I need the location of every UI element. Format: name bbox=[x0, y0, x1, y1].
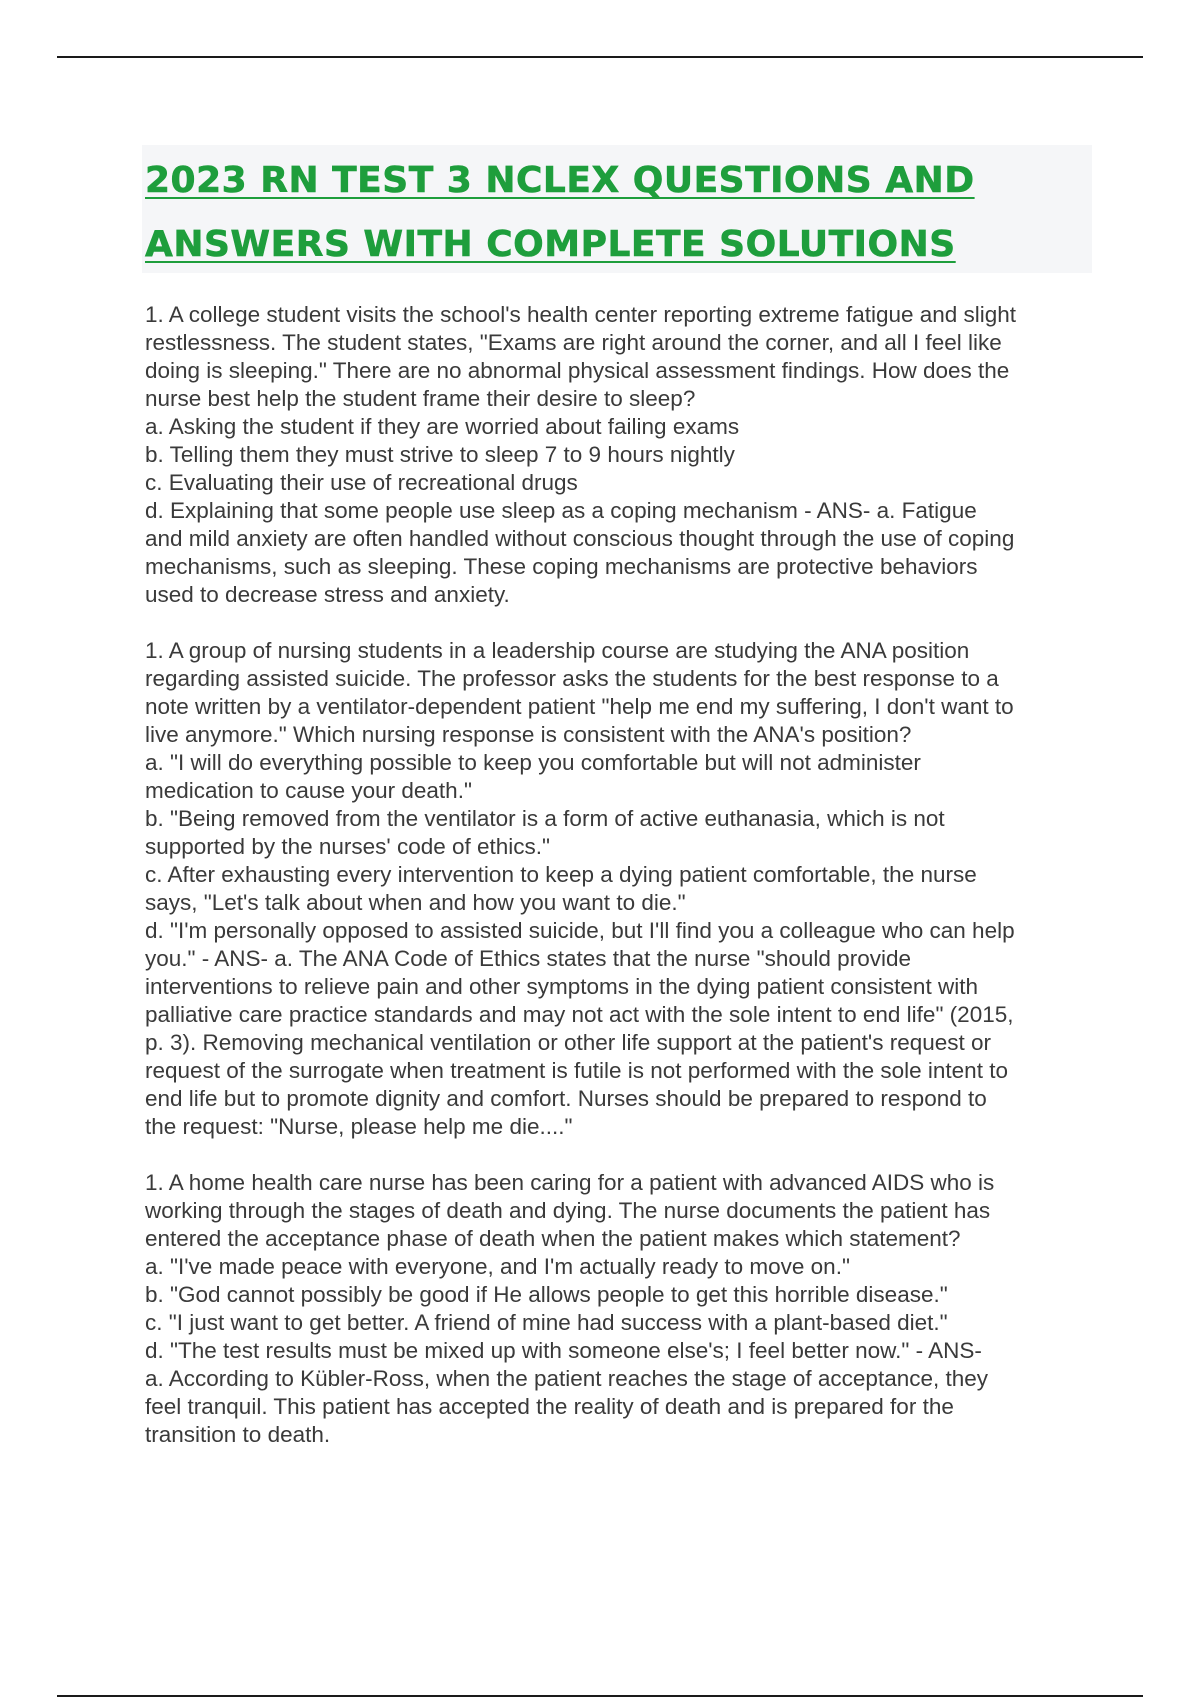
option-a: a. "I've made peace with everyone, and I'm actually ready to move on." bbox=[145, 1254, 850, 1279]
answer-rationale: you." - ANS- a. The ANA Code of Ethics states that the nurse "should provide bbox=[145, 946, 911, 971]
answer-rationale: the request: "Nurse, please help me die...." bbox=[145, 1114, 573, 1139]
answer-rationale: used to decrease stress and anxiety. bbox=[145, 582, 510, 607]
text-line: nurse best help the student frame their desire to sleep? bbox=[145, 386, 696, 411]
option-c: c. "I just want to get better. A friend of mine had success with a plant-based diet." bbox=[145, 1310, 948, 1335]
text-line: doing is sleeping." There are no abnormal physical assessment findings. How does the bbox=[145, 358, 1010, 383]
option-b: b. "God cannot possibly be good if He allows people to get this horrible disease." bbox=[145, 1282, 948, 1307]
option-c: says, "Let's talk about when and how you want to die." bbox=[145, 890, 686, 915]
text-line: regarding assisted suicide. The professor asks the students for the best response to a bbox=[145, 666, 999, 691]
option-a: a. "I will do everything possible to keep you comfortable but will not administer bbox=[145, 750, 921, 775]
text-line: restlessness. The student states, "Exams are right around the corner, and all I feel like bbox=[145, 330, 1002, 355]
answer-rationale: interventions to relieve pain and other symptoms in the dying patient consistent with bbox=[145, 974, 978, 999]
option-b: b. "Being removed from the ventilator is a form of active euthanasia, which is not bbox=[145, 806, 945, 831]
text-line: live anymore." Which nursing response is consistent with the ANA's position? bbox=[145, 722, 912, 747]
question-1 bbox=[145, 301, 1105, 609]
document-title-line-1: 2023 RN TEST 3 NCLEX QUESTIONS AND bbox=[145, 160, 975, 201]
question-3 bbox=[145, 1169, 1105, 1449]
option-c: c. Evaluating their use of recreational drugs bbox=[145, 470, 578, 495]
answer-rationale: feel tranquil. This patient has accepted the reality of death and is prepared for the bbox=[145, 1394, 954, 1419]
answer-rationale: transition to death. bbox=[145, 1422, 331, 1447]
option-d: d. "I'm personally opposed to assisted suicide, but I'll find you a colleague who can help bbox=[145, 918, 1015, 943]
option-a: medication to cause your death." bbox=[145, 778, 472, 803]
answer-rationale: mechanisms, such as sleeping. These coping mechanisms are protective behaviors bbox=[145, 554, 978, 579]
option-d: d. "The test results must be mixed up with someone else's; I feel better now." - ANS- bbox=[145, 1338, 982, 1363]
option-b: supported by the nurses' code of ethics." bbox=[145, 834, 551, 859]
answer-rationale: p. 3). Removing mechanical ventilation or other life support at the patient's request or bbox=[145, 1030, 992, 1055]
bottom-rule bbox=[57, 1695, 1143, 1697]
top-rule bbox=[57, 56, 1143, 58]
answer-rationale: request of the surrogate when treatment is futile is not performed with the sole intent to bbox=[145, 1058, 1008, 1083]
answer-rationale: and mild anxiety are often handled without conscious thought through the use of coping bbox=[145, 526, 1015, 551]
option-b: b. Telling them they must strive to sleep 7 to 9 hours nightly bbox=[145, 442, 735, 467]
text-line: 1. A home health care nurse has been caring for a patient with advanced AIDS who is bbox=[145, 1170, 995, 1195]
document-body bbox=[145, 301, 1105, 1477]
answer-rationale: palliative care practice standards and may not act with the sole intent to end life" (2015, bbox=[145, 1002, 1014, 1027]
option-a: a. Asking the student if they are worried about failing exams bbox=[145, 414, 740, 439]
text-line: 1. A college student visits the school's health center reporting extreme fatigue and slight bbox=[145, 302, 1017, 327]
option-c: c. After exhausting every intervention to keep a dying patient comfortable, the nurse bbox=[145, 862, 977, 887]
text-line: working through the stages of death and dying. The nurse documents the patient has bbox=[145, 1198, 991, 1223]
answer-rationale: end life but to promote dignity and comfort. Nurses should be prepared to respond to bbox=[145, 1086, 987, 1111]
text-line: note written by a ventilator-dependent patient "help me end my suffering, I don't want to bbox=[145, 694, 1014, 719]
option-d-answer: d. Explaining that some people use sleep as a coping mechanism - ANS- a. Fatigue bbox=[145, 498, 977, 523]
document-title-line-2: ANSWERS WITH COMPLETE SOLUTIONS bbox=[145, 224, 956, 265]
text-line: entered the acceptance phase of death when the patient makes which statement? bbox=[145, 1226, 961, 1251]
answer-rationale: a. According to Kübler-Ross, when the patient reaches the stage of acceptance, they bbox=[145, 1366, 989, 1391]
text-line: 1. A group of nursing students in a leadership course are studying the ANA position bbox=[145, 638, 970, 663]
question-2 bbox=[145, 637, 1105, 1141]
